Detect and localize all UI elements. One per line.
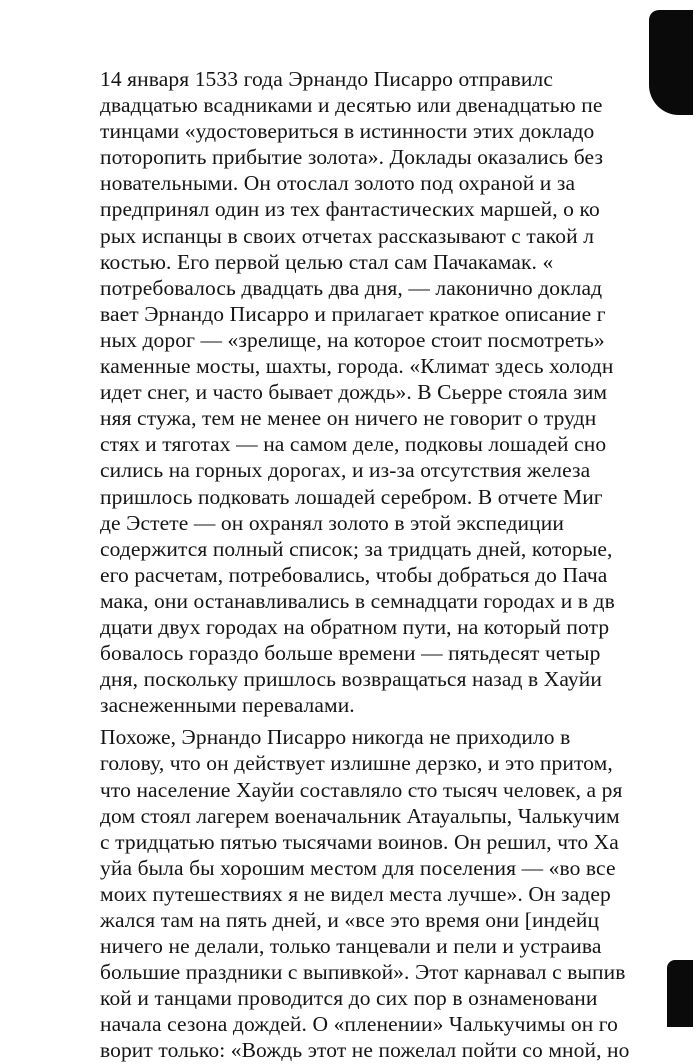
paragraph-2: [100, 724, 700, 1063]
text-line: жался там на пять дней, и «все это время они [индейц: [100, 908, 600, 932]
text-line: что население Хауйи составляло сто тысяч человек, а ря: [100, 777, 623, 802]
text-line: тинцами «удостовериться в истинности этих докладо: [100, 119, 595, 144]
text-line: ных дорог — «зрелище, на которое стоит посмотреть»: [100, 327, 605, 352]
page-text: [100, 66, 700, 1064]
text-line: де Эстете — он охранял золото в этой экспедиции: [100, 510, 564, 535]
text-line: костью. Его первой целью стал сам Пачакамак. «: [100, 249, 554, 274]
paragraph-1: [100, 66, 700, 718]
text-line: дом стоял лагерем военачальник Атауальпы, Чалькучим: [100, 803, 620, 828]
text-line: бовалось гораздо больше времени — пятьдесят четыр: [100, 641, 601, 666]
text-line: двадцатью всадниками и десятью или двенадцатью пе: [100, 93, 603, 118]
text-line: новательными. Он отослал золото под охраной и за: [100, 171, 576, 196]
text-line: дцати двух городах на обратном пути, на который потр: [100, 614, 610, 639]
text-line: пришлось подковать лошадей серебром. В отчете Миг: [100, 484, 603, 509]
text-line: Похоже, Эрнандо Писарро никогда не приходило в: [100, 725, 571, 750]
text-line: уйа была бы хорошим местом для поселения — «во все: [100, 855, 616, 880]
text-line: начала сезона дождей. О «пленении» Чалькучимы он го: [100, 1012, 619, 1037]
text-line: содержится полный список; за тридцать дней, которые,: [100, 536, 613, 561]
text-line: потребовалось двадцать два дня, — лаконично доклад: [100, 275, 603, 300]
text-line: моих путешествиях я не видел места лучше». Он задер: [100, 881, 611, 906]
text-line: кой и танцами проводится до сих пор в ознаменовани: [100, 986, 598, 1011]
text-line: с тридцатью пятью тысячами воинов. Он решил, что Ха: [100, 829, 619, 854]
text-line: 14 января 1533 года Эрнандо Писарро отправилс: [100, 67, 553, 91]
text-line: предпринял один из тех фантастических маршей, о ко: [100, 197, 600, 222]
text-line: рых испанцы в своих отчетах рассказывают с такой л: [100, 223, 595, 248]
text-line: заснеженными перевалами.: [100, 693, 355, 718]
text-line: идет снег, и часто бывает дождь». В Сьерре стояла зим: [100, 380, 608, 405]
text-line: каменные мосты, шахты, города. «Климат здесь холодн: [100, 354, 614, 379]
text-line: няя стужа, тем не менее он ничего не говорит о трудн: [100, 406, 597, 431]
text-line: его расчетам, потребовались, чтобы добраться до Пача: [100, 562, 608, 587]
text-line: голову, что он действует излишне дерзко, и это притом,: [100, 751, 613, 776]
text-line: поторопить прибытие золота». Доклады оказались без: [100, 145, 604, 170]
text-line: мака, они останавливались в семнадцати городах и в дв: [100, 588, 615, 613]
text-line: ворит только: «Вождь этот не пожелал пойти со мной, но: [100, 1038, 630, 1063]
text-line: вает Эрнандо Писарро и прилагает краткое описание г: [100, 301, 606, 326]
text-line: стях и тяготах — на самом деле, подковы лошадей сно: [100, 432, 607, 457]
text-line: ничего не делали, только танцевали и пели и устраива: [100, 934, 602, 959]
text-line: сились на горных дорогах, и из-за отсутствия железа: [100, 458, 591, 483]
text-line: дня, поскольку пришлось возвращаться назад в Хауйи: [100, 667, 602, 692]
text-line: большие праздники с выпивкой». Этот карнавал с выпив: [100, 960, 626, 985]
